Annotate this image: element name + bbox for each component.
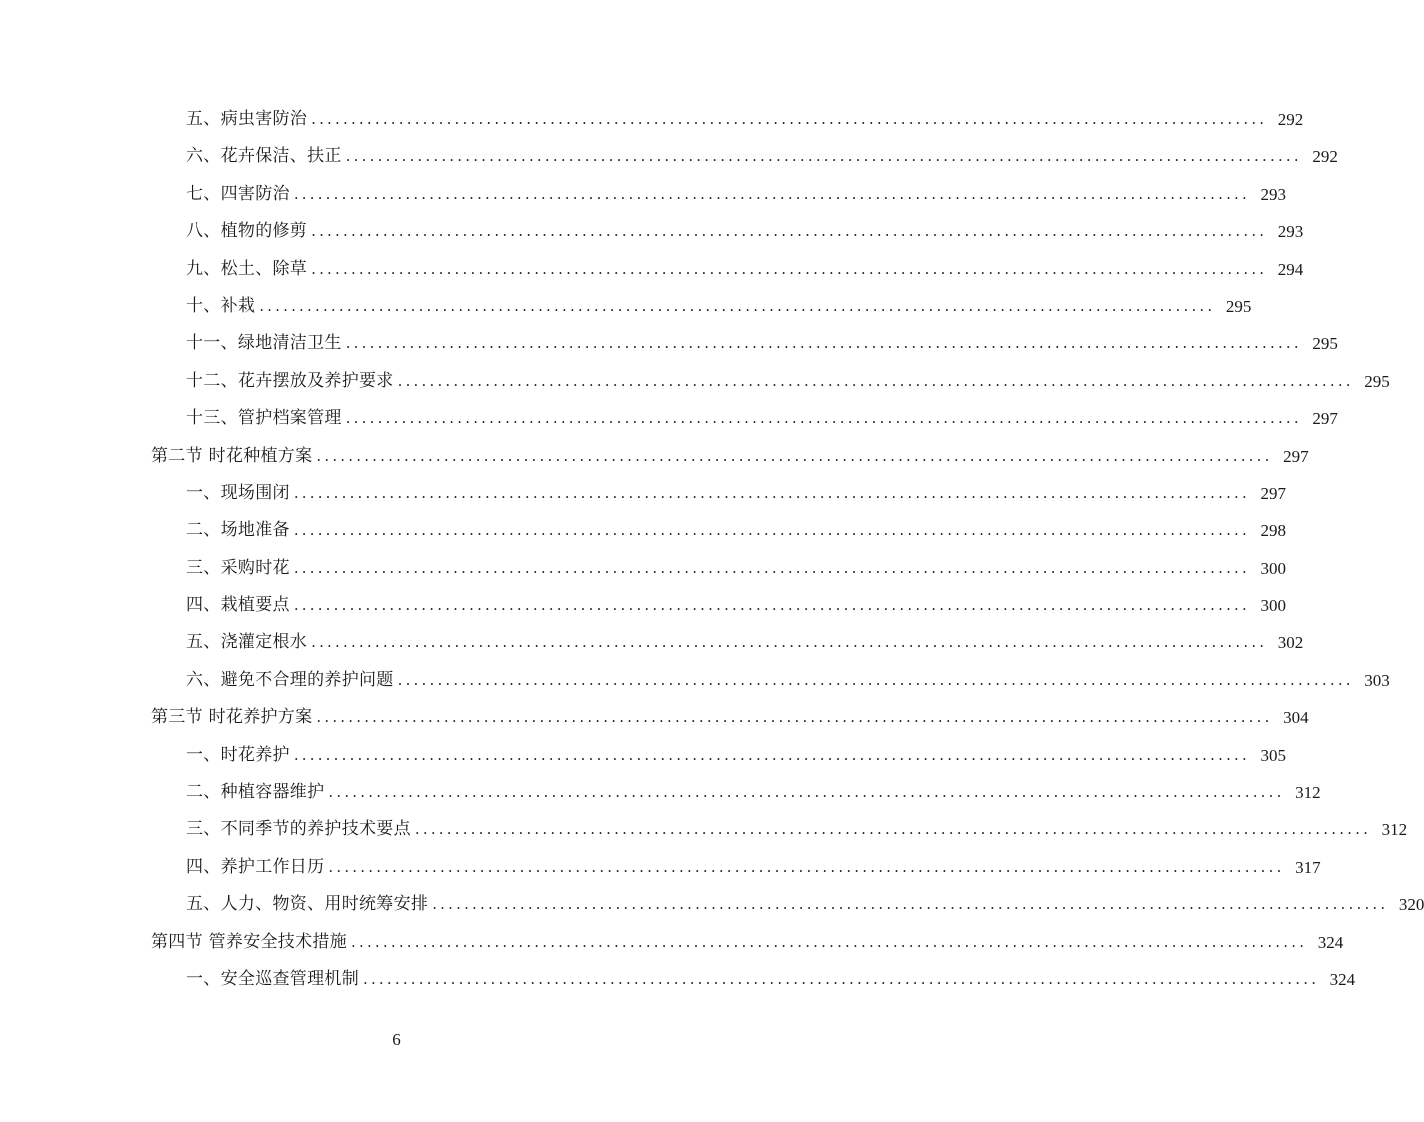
toc-entry-page: 293 [1260, 184, 1286, 204]
toc-item-entry[interactable] [0, 363, 1390, 400]
toc-entry-title: 五、人力、物资、用时统筹安排 [186, 894, 429, 915]
toc-entry-page: 297 [1260, 483, 1286, 503]
toc-entry-page: 320 [1398, 895, 1424, 915]
toc-dot-leader: ........................................................................................................................ [414, 820, 1372, 839]
toc-entry-title: 五、病虫害防治 [186, 109, 308, 129]
toc-dot-leader: ........................................................................................................................ [293, 184, 1250, 203]
toc-item-entry[interactable] [0, 213, 1304, 250]
toc-entry-title: 九、松土、除草 [186, 258, 308, 279]
toc-entry-page: 300 [1260, 558, 1286, 578]
toc-entry-page: 293 [1277, 222, 1304, 242]
toc-dot-leader: ........................................................................................................................ [293, 483, 1250, 502]
toc-item-entry[interactable] [0, 737, 1286, 774]
toc-item-entry[interactable] [0, 550, 1286, 587]
toc-entry-page: 292 [1277, 110, 1304, 129]
toc-dot-leader: ........................................................................................................................ [432, 895, 1389, 914]
toc-entry-title: 一、安全巡查管理机制 [186, 968, 359, 989]
toc-entry-page: 303 [1364, 670, 1390, 690]
toc-dot-leader: ........................................................................................................................ [293, 558, 1250, 577]
toc-entry-title: 十、补栽 [186, 295, 256, 316]
toc-entry-title: 第二节 时花种植方案 [151, 445, 313, 466]
toc-item-entry[interactable] [0, 176, 1286, 213]
toc-entry-page: 295 [1312, 334, 1338, 354]
toc-section-entry[interactable] [0, 924, 1344, 961]
toc-entry-page: 298 [1260, 521, 1286, 541]
toc-entry-page: 300 [1260, 596, 1286, 616]
toc-item-entry[interactable] [0, 662, 1390, 699]
toc-section-entry[interactable] [0, 438, 1309, 475]
toc-entry-page: 297 [1283, 446, 1309, 466]
toc-dot-leader: ........................................................................................................................ [363, 969, 1320, 988]
toc-dot-leader: ........................................................................................................................ [259, 296, 1216, 315]
toc-entry-title: 十一、绿地清洁卫生 [186, 333, 342, 354]
toc-dot-leader: ........................................................................................................................ [328, 783, 1285, 802]
toc-item-entry[interactable] [0, 624, 1304, 661]
toc-entry-title: 二、场地准备 [186, 520, 290, 541]
toc-entry-page: 324 [1317, 932, 1344, 952]
toc-dot-leader: ........................................................................................................................ [311, 259, 1268, 278]
toc-item-entry[interactable] [0, 961, 1356, 998]
toc-entry-title: 五、浇灌定根水 [186, 632, 308, 653]
toc-entry-page: 292 [1312, 147, 1338, 167]
toc-entry-page: 295 [1364, 371, 1390, 391]
toc-item-entry[interactable] [0, 475, 1286, 512]
toc-entry-page: 297 [1312, 409, 1338, 429]
toc-item-entry[interactable] [0, 138, 1338, 175]
page-number: 6 [392, 1030, 401, 1049]
toc-dot-leader: ........................................................................................................................ [351, 932, 1308, 951]
toc-entry-title: 六、避免不合理的养护问题 [186, 669, 394, 690]
toc-dot-leader: ........................................................................................................................ [397, 371, 1354, 390]
toc-item-entry[interactable] [0, 849, 1321, 886]
toc-dot-leader: ........................................................................................................................ [311, 222, 1268, 241]
toc-dot-leader: ........................................................................................................................ [311, 110, 1268, 128]
toc-section-entry[interactable] [0, 699, 1309, 736]
toc-dot-leader: ........................................................................................................................ [316, 446, 1273, 465]
toc-entry-page: 305 [1260, 745, 1286, 765]
toc-entry-title: 二、种植容器维护 [186, 782, 325, 803]
toc-entry-page: 312 [1381, 820, 1408, 840]
toc-entry-page: 312 [1295, 783, 1321, 803]
toc-entry-title: 三、采购时花 [186, 557, 290, 578]
toc-entry-title: 一、现场围闭 [186, 482, 290, 503]
toc-dot-leader: ........................................................................................................................ [293, 521, 1250, 540]
toc-item-entry[interactable] [0, 512, 1286, 549]
toc-item-entry[interactable] [0, 811, 1408, 848]
toc-entry-page: 304 [1283, 708, 1309, 728]
toc-entry-title: 四、养护工作日历 [186, 856, 325, 877]
toc-dot-leader: ........................................................................................................................ [345, 147, 1302, 166]
toc-entry-title: 七、四害防治 [186, 183, 290, 204]
toc-dot-leader: ........................................................................................................................ [397, 670, 1354, 689]
toc-entry-title: 第四节 管养安全技术措施 [151, 931, 348, 952]
toc-entry-title: 六、花卉保洁、扶正 [186, 146, 342, 167]
toc-dot-leader: ........................................................................................................................ [311, 633, 1268, 652]
toc-entry-page: 302 [1277, 633, 1304, 653]
toc-item-entry[interactable] [0, 587, 1286, 624]
toc-item-entry[interactable] [0, 251, 1304, 288]
toc-item-entry[interactable] [0, 101, 1304, 138]
toc-dot-leader: ........................................................................................................................ [328, 857, 1285, 876]
toc-entry-page: 324 [1329, 969, 1356, 989]
toc-dot-leader: ........................................................................................................................ [345, 409, 1302, 428]
toc-item-entry[interactable] [0, 886, 1424, 923]
toc-item-entry[interactable] [0, 325, 1338, 362]
toc-dot-leader: ........................................................................................................................ [293, 596, 1250, 615]
toc-dot-leader: ........................................................................................................................ [316, 708, 1273, 727]
toc-entry-title: 三、不同季节的养护技术要点 [186, 819, 411, 840]
toc-entry-title: 四、栽植要点 [186, 595, 290, 616]
toc-entry-title: 一、时花养护 [186, 744, 290, 765]
toc-entry-title: 十三、管护档案管理 [186, 408, 342, 429]
toc-item-entry[interactable] [0, 288, 1252, 325]
toc-entry-title: 第三节 时花养护方案 [151, 707, 313, 728]
toc-entry-title: 八、植物的修剪 [186, 221, 308, 242]
toc-dot-leader: ........................................................................................................................ [345, 334, 1302, 353]
toc-entry-title: 十二、花卉摆放及养护要求 [186, 370, 394, 391]
toc-entry-page: 295 [1225, 296, 1252, 316]
toc-dot-leader: ........................................................................................................................ [293, 745, 1250, 764]
toc-entry-page: 317 [1295, 857, 1321, 877]
toc-item-entry[interactable] [0, 774, 1321, 811]
toc-item-entry[interactable] [0, 400, 1338, 437]
table-of-contents [0, 101, 1424, 998]
toc-entry-page: 294 [1277, 259, 1304, 279]
